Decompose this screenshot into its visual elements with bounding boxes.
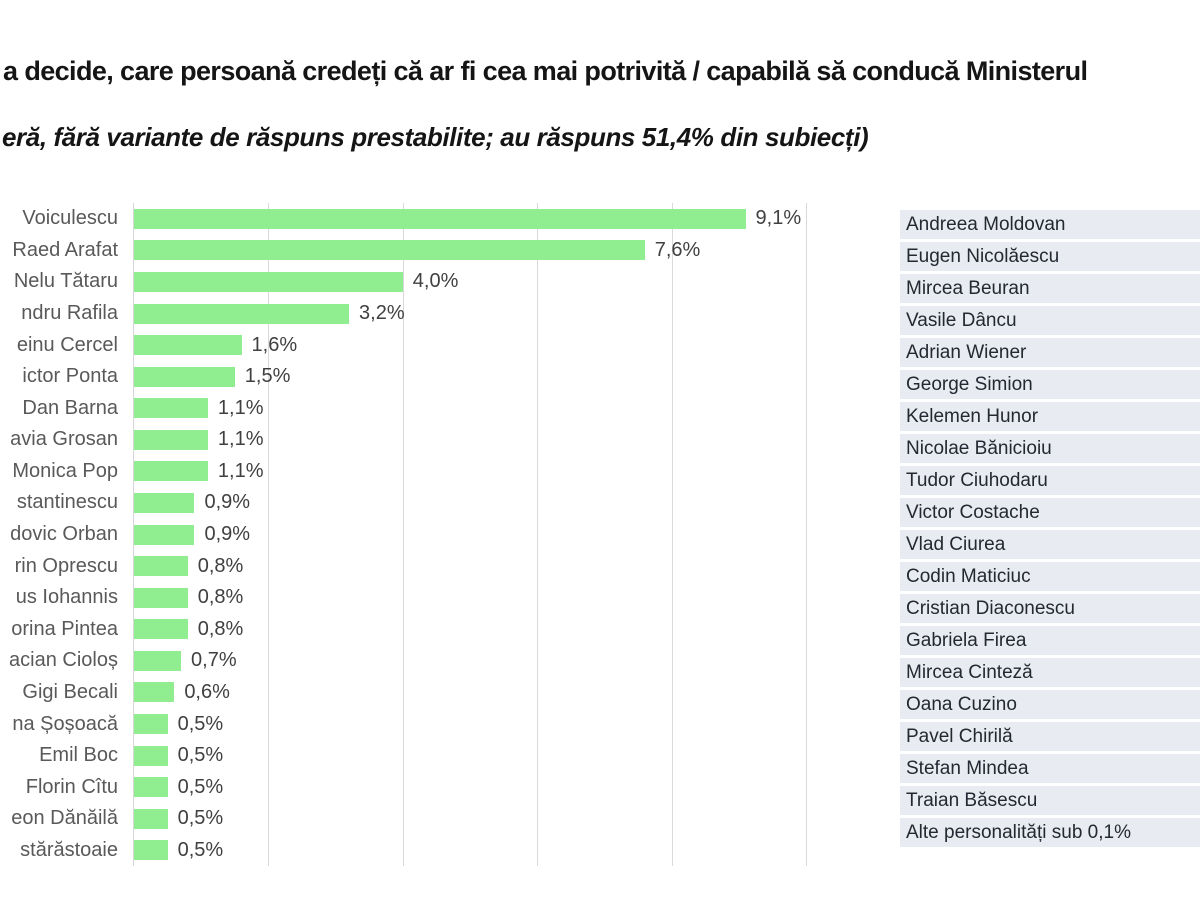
bar-category-label: Voiculescu [22, 207, 118, 230]
bar-category-label: Nelu Tătaru [13, 270, 118, 293]
side-list-item: Mircea Beuran [900, 274, 1200, 303]
bar-value-label: 0,6% [184, 680, 230, 703]
bar-row [134, 203, 806, 235]
bar [134, 209, 746, 229]
side-list-item: Codin Maticiuc [900, 562, 1200, 591]
bar [134, 840, 168, 860]
bar-value-label: 0,9% [204, 523, 251, 546]
bar-category-label: avia Grosan [10, 428, 118, 451]
bar [134, 746, 168, 766]
bar [134, 461, 208, 481]
bar-value-label: 1,5% [244, 365, 291, 388]
bar-row [134, 266, 806, 298]
bar [134, 525, 194, 545]
bar [134, 809, 168, 829]
bar-row [134, 424, 806, 456]
bar-row [134, 298, 806, 330]
bar-row [134, 803, 806, 835]
side-list-item: Vlad Ciurea [900, 530, 1200, 559]
bar-row [134, 519, 806, 551]
bar-category-label: eon Dănăilă [11, 807, 118, 830]
bar [134, 398, 208, 418]
bar-row [134, 456, 806, 488]
bar-row [134, 740, 806, 772]
bar-category-label: Monica Pop [12, 459, 118, 482]
bar [134, 714, 168, 734]
side-list-item: Alte personalități sub 0,1% [900, 818, 1200, 847]
bar [134, 682, 174, 702]
bar [134, 335, 242, 355]
side-list-item: Vasile Dâncu [900, 306, 1200, 335]
bar-category-label: us Iohannis [15, 586, 118, 609]
bar-category-label: stantinescu [16, 491, 118, 514]
bar [134, 430, 208, 450]
bar [134, 619, 188, 639]
bars-container [134, 203, 806, 866]
bar-category-label: Raed Arafat [12, 238, 118, 261]
bar-value-label: 9,1% [755, 207, 802, 230]
bar-value-label: 0,5% [177, 838, 224, 861]
side-list-item: Tudor Ciuhodaru [900, 466, 1200, 495]
bar [134, 272, 403, 292]
side-list-item: Andreea Moldovan [900, 210, 1200, 239]
bar [134, 240, 645, 260]
bar-category-label: stărăstoaie [20, 838, 118, 861]
bar [134, 556, 188, 576]
bar-category-label: ndru Rafila [21, 302, 118, 325]
bar [134, 493, 194, 513]
side-list-item: Mircea Cinteză [900, 658, 1200, 687]
bar-value-label: 1,1% [217, 459, 264, 482]
gridline [806, 203, 807, 866]
bar-value-label: 0,5% [177, 775, 224, 798]
bar-row [134, 361, 806, 393]
bar-row [134, 835, 806, 867]
bar-category-label: orina Pintea [11, 617, 118, 640]
bar-category-label: na Șoșoacă [12, 712, 118, 735]
bar-value-label: 0,5% [177, 744, 224, 767]
bar-category-labels [0, 203, 118, 866]
bar-row [134, 614, 806, 646]
side-list-item: Cristian Diaconescu [900, 594, 1200, 623]
bar-row [134, 677, 806, 709]
side-list-item: Oana Cuzino [900, 690, 1200, 719]
bar-row [134, 771, 806, 803]
bar-row [134, 550, 806, 582]
bar [134, 367, 235, 387]
side-list-item: Traian Băsescu [900, 786, 1200, 815]
bar-value-label: 4,0% [412, 270, 459, 293]
side-list-item: Stefan Mindea [900, 754, 1200, 783]
bar-value-label: 0,8% [197, 554, 244, 577]
bar-plot-area [133, 203, 806, 866]
bar-value-label: 0,5% [177, 712, 224, 735]
side-list-item: Gabriela Firea [900, 626, 1200, 655]
bar [134, 588, 188, 608]
bar-category-label: acian Cioloș [9, 649, 118, 672]
chart-subtitle: eră, fără variante de răspuns prestabilite; au răspuns 51,4% din subiecți) [2, 122, 869, 152]
bar-category-label: Emil Boc [39, 744, 118, 767]
bar-category-label: Florin Cîtu [25, 775, 118, 798]
bar-value-label: 1,1% [217, 428, 264, 451]
bar-category-label: ictor Ponta [22, 365, 118, 388]
side-list-item: Pavel Chirilă [900, 722, 1200, 751]
bar-value-label: 3,2% [359, 302, 405, 325]
bar-category-label: Dan Barna [22, 396, 118, 419]
bar-row [134, 487, 806, 519]
bar-category-label: einu Cercel [16, 333, 118, 356]
side-list-item: Eugen Nicolăescu [900, 242, 1200, 271]
bar-value-label: 7,6% [654, 238, 701, 261]
bar-row [134, 235, 806, 267]
bar-value-label: 0,7% [191, 649, 237, 672]
bar-category-label: Gigi Becali [22, 680, 118, 703]
side-name-list [900, 210, 1200, 847]
bar [134, 777, 168, 797]
bar [134, 651, 181, 671]
bar-row [134, 708, 806, 740]
bar-row [134, 645, 806, 677]
bar-value-label: 1,6% [251, 333, 298, 356]
bar-row [134, 582, 806, 614]
bar-row [134, 329, 806, 361]
side-list-item: George Simion [900, 370, 1200, 399]
bar-value-label: 0,8% [197, 586, 244, 609]
bar-value-label: 0,8% [197, 617, 244, 640]
side-list-item: Kelemen Hunor [900, 402, 1200, 431]
chart-title: a decide, care persoană credeți că ar fi cea mai potrivită / capabilă să conducă Ministerul [3, 56, 1088, 86]
bar-category-label: dovic Orban [10, 523, 118, 546]
bar [134, 304, 349, 324]
bar-category-label: rin Oprescu [14, 554, 118, 577]
side-list-item: Nicolae Bănicioiu [900, 434, 1200, 463]
bar-value-label: 1,1% [217, 396, 264, 419]
bar-value-label: 0,9% [204, 491, 251, 514]
side-list-item: Adrian Wiener [900, 338, 1200, 367]
side-list-item: Victor Costache [900, 498, 1200, 527]
bar-value-label: 0,5% [177, 807, 224, 830]
bar-row [134, 392, 806, 424]
